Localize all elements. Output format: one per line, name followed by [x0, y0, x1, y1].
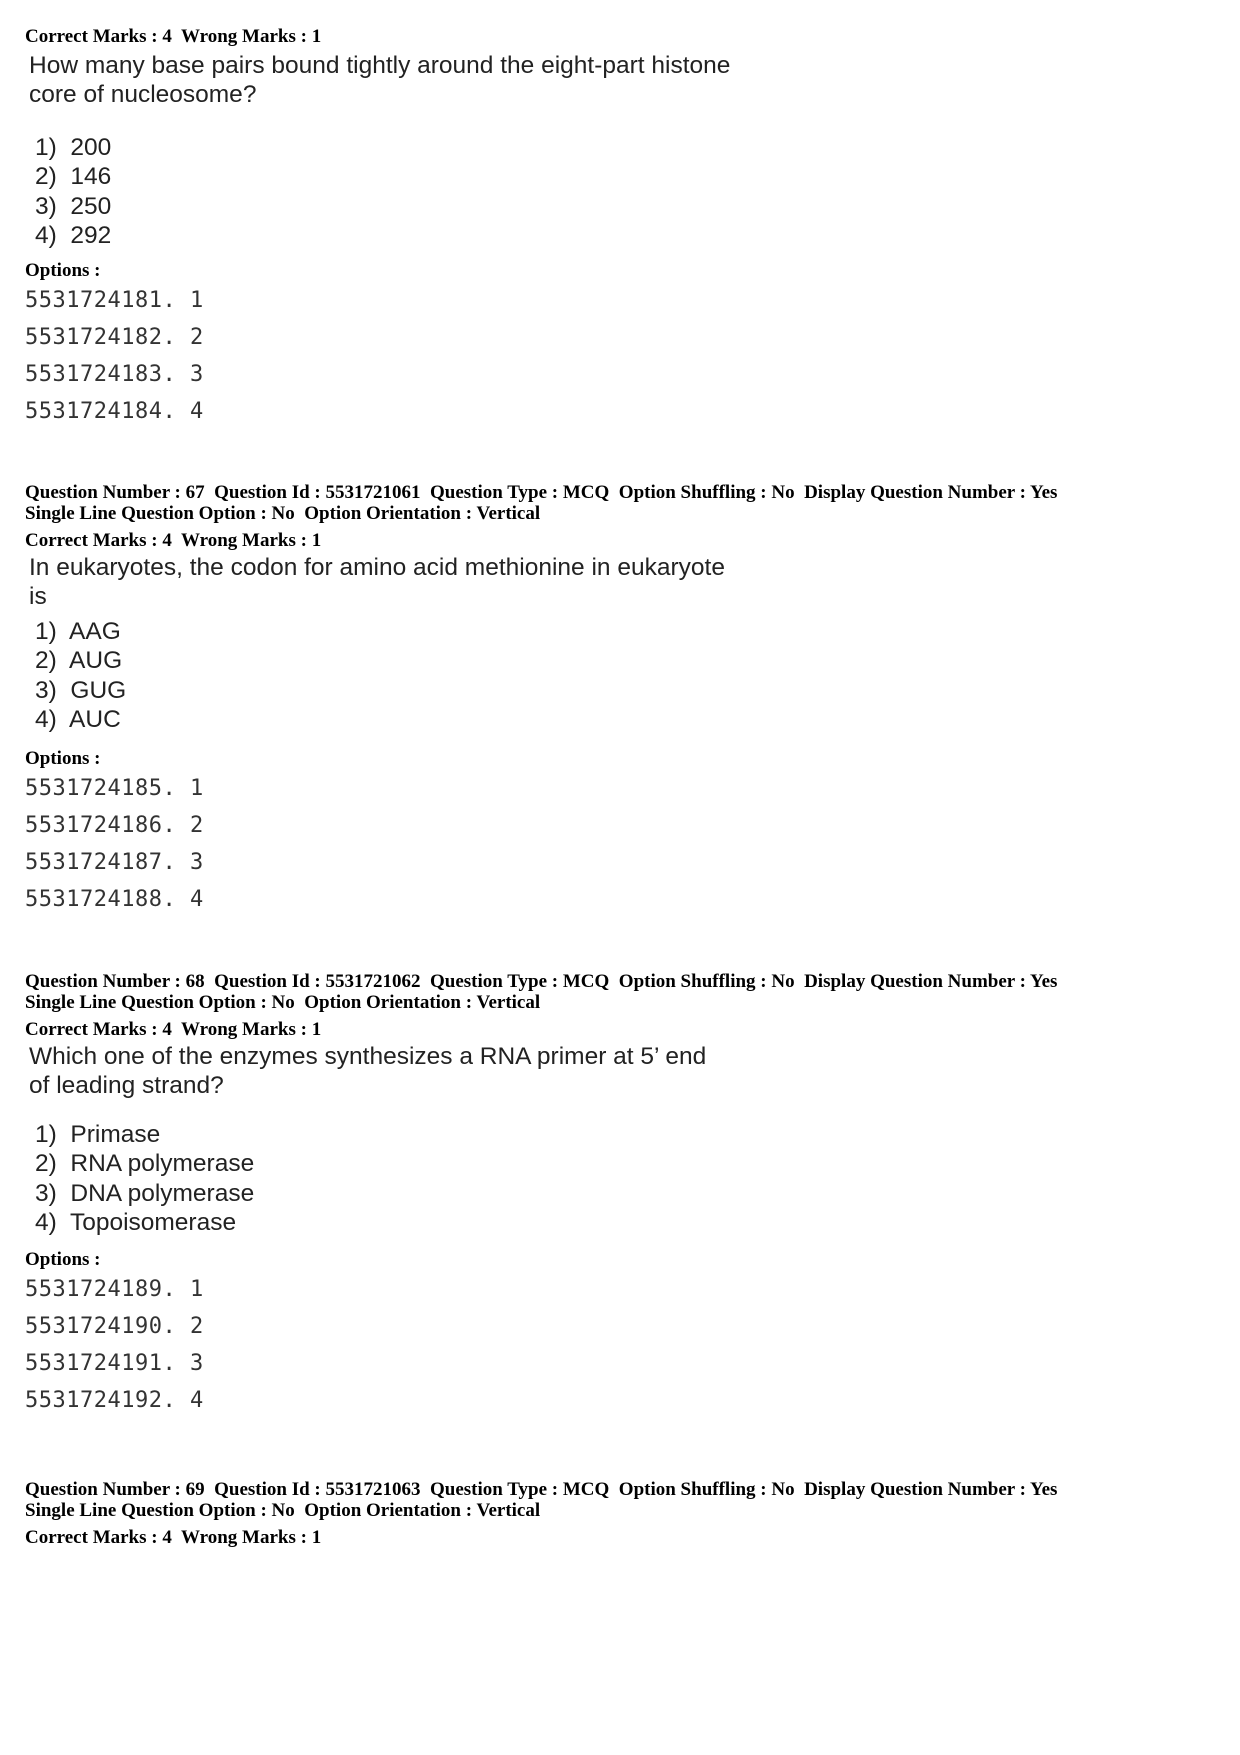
option-id: 5531724187. 3	[25, 850, 204, 876]
question-meta-line: Question Number : 67 Question Id : 5531721061 Question Type : MCQ Option Shuffling : No Display Question Number : Yes	[25, 482, 1058, 503]
option-id-list	[25, 282, 1225, 430]
marks-line: Correct Marks : 4 Wrong Marks : 1	[25, 1527, 322, 1548]
answer-choice: 2) 146	[35, 163, 112, 191]
option-id: 5531724186. 2	[25, 813, 204, 839]
option-id: 5531724181. 1	[25, 288, 204, 314]
option-id-list	[25, 770, 1225, 918]
option-id: 5531724190. 2	[25, 1314, 204, 1340]
option-id: 5531724191. 3	[25, 1351, 204, 1377]
marks-line: Correct Marks : 4 Wrong Marks : 1	[25, 530, 322, 551]
question-meta-line: Single Line Question Option : No Option Orientation : Vertical	[25, 1500, 541, 1521]
answer-choice: 3) GUG	[35, 676, 127, 704]
question-text-line: of leading strand?	[29, 1072, 224, 1099]
question-text-line: In eukaryotes, the codon for amino acid methionine in eukaryote	[29, 554, 725, 581]
answer-choices	[25, 617, 1225, 734]
marks-line: Correct Marks : 4 Wrong Marks : 1	[25, 1019, 322, 1040]
answer-choice: 2) RNA polymerase	[35, 1150, 255, 1178]
option-id: 5531724192. 4	[25, 1388, 204, 1414]
answer-choices	[25, 133, 1225, 250]
question-image	[25, 51, 1225, 250]
question-text-line: core of nucleosome?	[29, 81, 257, 108]
options-label: Options :	[25, 260, 101, 282]
question-67-block	[25, 482, 1225, 918]
option-id-list	[25, 1271, 1225, 1419]
option-id: 5531724189. 1	[25, 1277, 204, 1303]
answer-choices	[25, 1120, 1225, 1237]
question-68-block	[25, 971, 1225, 1419]
options-label: Options :	[25, 1249, 101, 1271]
option-id: 5531724183. 3	[25, 362, 204, 388]
question-meta-line: Single Line Question Option : No Option Orientation : Vertical	[25, 992, 541, 1013]
answer-choice: 1) AAG	[35, 618, 121, 645]
answer-choice: 4) 292	[35, 221, 112, 249]
answer-choice: 4) AUC	[35, 705, 121, 733]
question-meta-line: Question Number : 69 Question Id : 5531721063 Question Type : MCQ Option Shuffling : No Display Question Number : Yes	[25, 1479, 1058, 1500]
option-id: 5531724185. 1	[25, 776, 204, 802]
answer-choice: 2) AUG	[35, 647, 123, 675]
question-text-line: is	[29, 583, 47, 610]
question-image	[25, 553, 1225, 734]
question-image	[25, 1042, 1225, 1237]
question-text-line: How many base pairs bound tightly around the eight-part histone	[29, 52, 731, 79]
answer-choice: 4) Topoisomerase	[35, 1208, 237, 1236]
question-meta-line: Question Number : 68 Question Id : 5531721062 Question Type : MCQ Option Shuffling : No Display Question Number : Yes	[25, 971, 1058, 992]
option-id: 5531724182. 2	[25, 325, 204, 351]
question-66-fragment	[25, 26, 1225, 430]
question-text-line: Which one of the enzymes synthesizes a RNA primer at 5’ end	[29, 1043, 707, 1070]
answer-choice: 3) 250	[35, 192, 112, 220]
marks-line: Correct Marks : 4 Wrong Marks : 1	[25, 26, 322, 47]
question-meta-line: Single Line Question Option : No Option Orientation : Vertical	[25, 503, 541, 524]
question-69-block	[25, 1479, 1225, 1548]
option-id: 5531724188. 4	[25, 887, 204, 913]
option-id: 5531724184. 4	[25, 399, 204, 425]
answer-choice: 3) DNA polymerase	[35, 1179, 255, 1207]
answer-choice: 1) Primase	[35, 1121, 161, 1148]
options-label: Options :	[25, 748, 101, 770]
answer-choice: 1) 200	[35, 134, 112, 161]
